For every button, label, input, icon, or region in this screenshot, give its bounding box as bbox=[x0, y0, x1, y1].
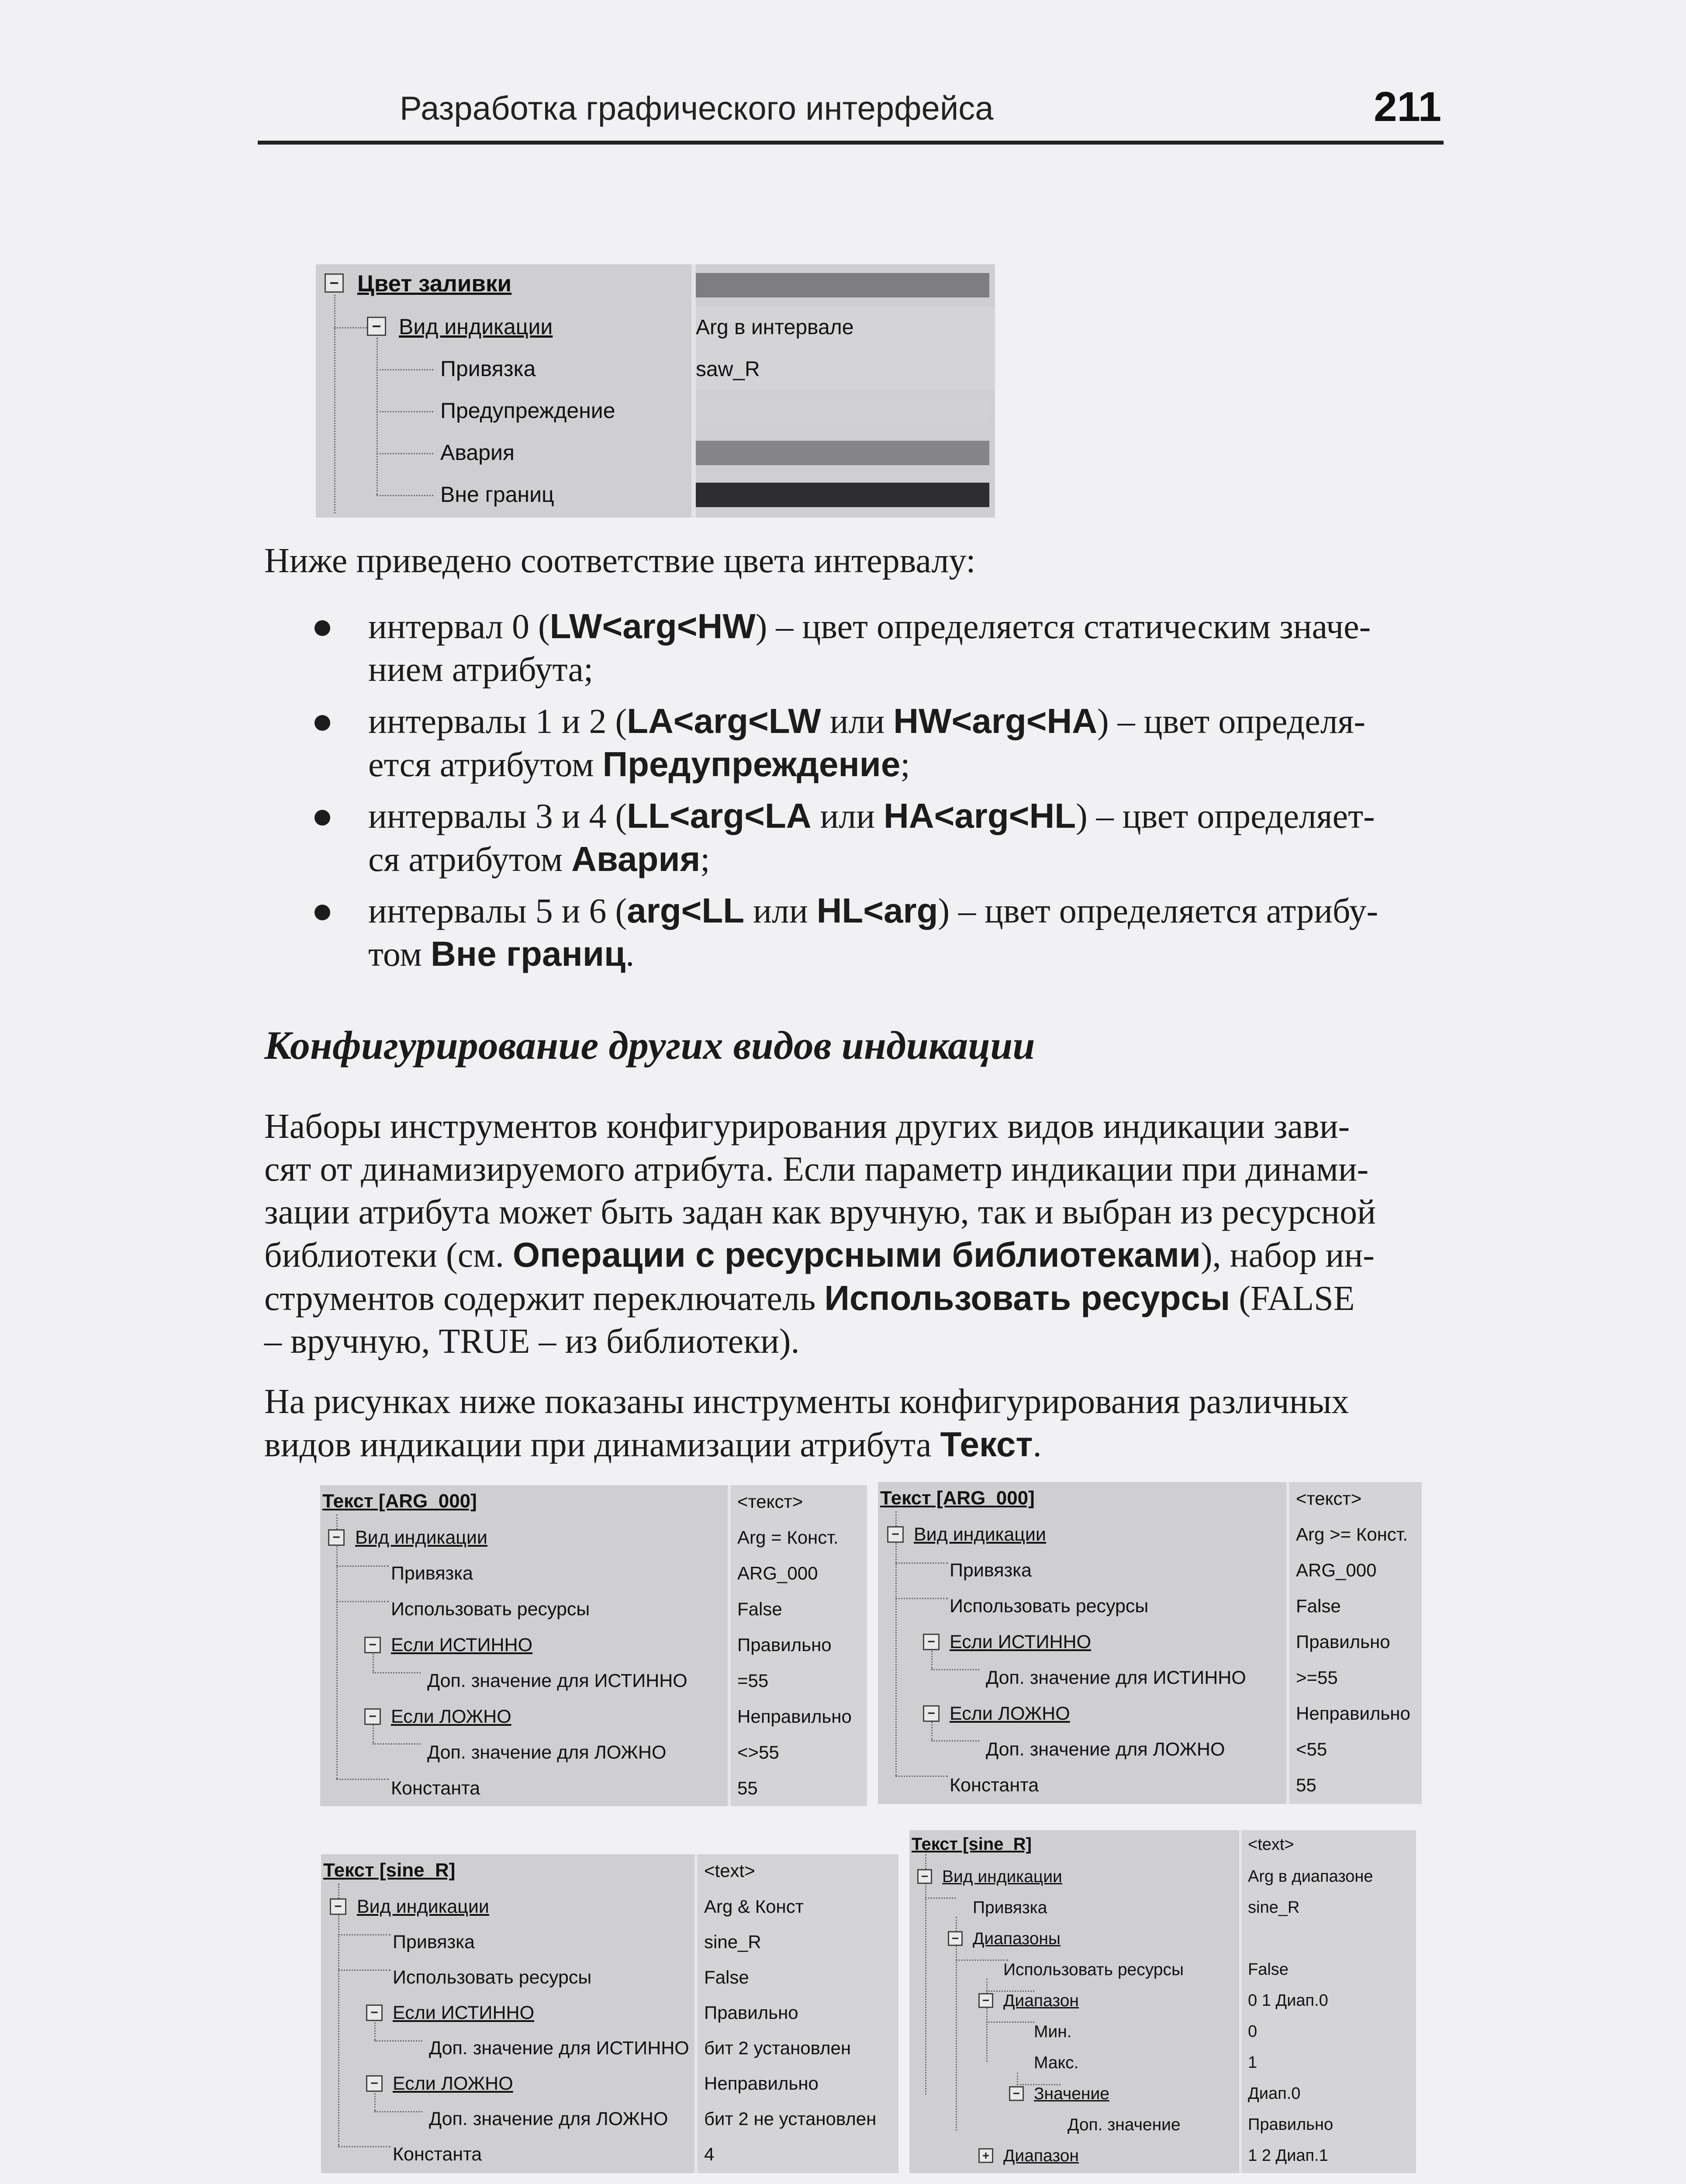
text-indication-grid-ranges bbox=[909, 1830, 1416, 2173]
attribute-name: Предупреждение bbox=[602, 745, 901, 784]
grid-row-extra-value[interactable]: Доп. значение Правильно bbox=[1068, 2115, 1334, 2134]
grid-row-title[interactable] bbox=[321, 1854, 898, 1889]
switch-name: Использовать ресурсы bbox=[824, 1279, 1230, 1317]
bullet-item-3: интервалы 5 и 6 (arg<LL или HL<arg) – цвет определяется атрибу- том Вне границ. bbox=[368, 891, 1379, 974]
grid-title: Текст [ARG_000] bbox=[322, 1490, 477, 1512]
paragraph-resources: Наборы инструментов конфигурирования других видов индикации зави- сят от динамизируемого атрибута. Если параметр индикации при динами- зации атрибута может быть задан как вручную, так и выбран из ресурсной библиотеки (см. Операции с ресурсными библиотеками), набор ин- струментов содержит переключатель Использовать ресурсы (FALSE – вручную, TRUE – из библиотеки). bbox=[264, 1107, 1376, 1361]
grid-row-ranges[interactable]: − Диапазоны bbox=[909, 1923, 1416, 1954]
collapse-toggle-icon[interactable]: − bbox=[330, 1898, 346, 1915]
grid-row-binding[interactable]: Привязка ARG_000 bbox=[950, 1560, 1377, 1581]
grid-label-binding: Привязка bbox=[440, 356, 536, 381]
collapse-toggle-icon[interactable]: − bbox=[364, 1708, 381, 1725]
column-separator bbox=[691, 264, 696, 518]
grid-label-alarm: Авария bbox=[440, 440, 515, 465]
grid-row-extra-false[interactable]: Доп. значение для ЛОЖНО <>55 bbox=[427, 1742, 779, 1763]
grid-row-max[interactable]: Макс. 1 bbox=[1034, 2053, 1258, 2072]
grid-row-binding[interactable]: Привязка ARG_000 bbox=[391, 1563, 818, 1584]
grid-row-extra-false[interactable]: Доп. значение для ЛОЖНО <55 bbox=[986, 1739, 1327, 1760]
bullet-item-2: интервалы 3 и 4 (LL<arg<LA или HA<arg<HL) – цвет определяет- ся атрибутом Авария; bbox=[368, 796, 1375, 879]
grid-row-range-0[interactable]: − Диапазон 0 1 Диап.0 bbox=[909, 1985, 1416, 2016]
grid-row-use-resources[interactable]: Использовать ресурсы False bbox=[393, 1967, 749, 1988]
tree-line bbox=[377, 453, 433, 454]
bullet bbox=[314, 905, 330, 920]
expand-toggle-icon[interactable]: + bbox=[978, 2148, 993, 2163]
grid-row-binding[interactable]: Привязка sine_R bbox=[393, 1932, 761, 1952]
grid-row-use-resources[interactable]: Использовать ресурсы False bbox=[391, 1599, 782, 1620]
text-indication-grid-equal bbox=[320, 1485, 867, 1806]
grid-row-extra-true[interactable]: Доп. значение для ИСТИННО >=55 bbox=[986, 1667, 1338, 1688]
collapse-toggle-icon[interactable]: − bbox=[325, 273, 344, 293]
collapse-toggle-icon[interactable]: − bbox=[328, 1529, 345, 1546]
grid-row-binding[interactable]: Привязка sine_R bbox=[973, 1898, 1300, 1917]
collapse-toggle-icon[interactable]: − bbox=[366, 2075, 383, 2092]
grid-row-min[interactable]: Мин. 0 bbox=[1034, 2022, 1258, 2041]
grid-row-if-true[interactable]: − Если ИСТИННО Правильно bbox=[320, 1628, 867, 1663]
grid-title-value[interactable]: <text> bbox=[1248, 1835, 1294, 1854]
bullet-item-1: интервалы 1 и 2 (LA<arg<LW или HW<arg<HA) – цвет определя- ется атрибутом Предупреждение; bbox=[368, 702, 1366, 784]
page-number: 211 bbox=[1374, 83, 1441, 130]
interval-condition: LL<arg<LA bbox=[627, 796, 812, 835]
collapse-toggle-icon[interactable]: − bbox=[364, 1637, 381, 1653]
attribute-name: Текст bbox=[940, 1425, 1033, 1464]
attribute-name: Авария bbox=[571, 840, 701, 878]
running-title: Разработка графического интерфейса bbox=[400, 90, 994, 127]
grid-row-if-false[interactable]: − Если ЛОЖНО Неправильно bbox=[321, 2066, 898, 2101]
collapse-toggle-icon[interactable]: − bbox=[887, 1526, 904, 1543]
grid-row-if-false[interactable]: − Если ЛОЖНО Неправильно bbox=[878, 1696, 1422, 1732]
grid-row-indication-mode[interactable]: − Вид индикации Arg >= Конст. bbox=[878, 1517, 1422, 1553]
header-rule bbox=[258, 141, 1444, 145]
interval-condition: LA<arg<LW bbox=[627, 702, 821, 740]
out-of-range-color-swatch[interactable] bbox=[696, 483, 989, 507]
text-indication-grid-greater-equal bbox=[878, 1482, 1422, 1804]
grid-value-binding[interactable]: saw_R bbox=[691, 348, 995, 390]
grid-label-indication-mode: Вид индикации bbox=[399, 314, 553, 339]
grid-row-title[interactable] bbox=[320, 1485, 867, 1520]
tree-line bbox=[334, 327, 367, 328]
grid-row-indication-mode[interactable]: − Вид индикации Arg в диапазоне bbox=[909, 1861, 1416, 1892]
bullet-item-0: интервал 0 (LW<arg<HW) – цвет определяется статическим значе- нием атрибута; bbox=[368, 607, 1371, 689]
grid-row-extra-false[interactable]: Доп. значение для ЛОЖНО бит 2 не установлен bbox=[429, 2108, 877, 2129]
collapse-toggle-icon[interactable]: − bbox=[366, 2004, 383, 2021]
grid-row-indication-mode[interactable] bbox=[316, 306, 995, 348]
section-reference: Операции с ресурсными библиотеками bbox=[512, 1235, 1201, 1274]
grid-row-title[interactable] bbox=[878, 1482, 1422, 1517]
interval-condition: HW<arg<HA bbox=[893, 702, 1097, 740]
grid-row-title[interactable] bbox=[909, 1830, 1416, 1861]
grid-value-indication-mode[interactable]: Arg в интервале bbox=[691, 306, 995, 348]
grid-title: Текст [sine_R] bbox=[912, 1835, 1032, 1854]
grid-title-value[interactable]: <text> bbox=[704, 1860, 755, 1881]
grid-row-range-1[interactable]: + Диапазон 1 2 Диап.1 bbox=[909, 2140, 1416, 2173]
interval-condition: HL<arg bbox=[816, 891, 938, 930]
collapse-toggle-icon[interactable]: − bbox=[367, 317, 386, 336]
grid-label-warning: Предупреждение bbox=[440, 398, 615, 423]
paragraph-figures-intro: На рисунках ниже показаны инструменты конфигурирования различных видов индикации при динамизации атрибута Текст. bbox=[264, 1382, 1349, 1464]
grid-row-if-false[interactable]: − Если ЛОЖНО Неправильно bbox=[320, 1699, 867, 1735]
grid-row-extra-true[interactable]: Доп. значение для ИСТИННО =55 bbox=[427, 1670, 769, 1691]
attribute-name: Вне границ bbox=[431, 934, 626, 973]
grid-row-use-resources[interactable]: Использовать ресурсы False bbox=[950, 1596, 1341, 1617]
grid-row-constant[interactable]: Константа 55 bbox=[391, 1778, 758, 1799]
grid-row-if-true[interactable]: − Если ИСТИННО Правильно bbox=[878, 1624, 1422, 1660]
tree-line bbox=[377, 338, 378, 495]
interval-condition: arg<LL bbox=[627, 891, 745, 930]
collapse-toggle-icon[interactable]: − bbox=[978, 1993, 993, 2008]
bullet bbox=[314, 810, 330, 826]
collapse-toggle-icon[interactable]: − bbox=[1009, 2086, 1024, 2101]
collapse-toggle-icon[interactable]: − bbox=[923, 1634, 940, 1650]
bullet bbox=[314, 620, 330, 636]
alarm-color-swatch[interactable] bbox=[696, 441, 989, 465]
grid-title-value[interactable]: <текст> bbox=[737, 1491, 803, 1512]
grid-label-fill-color: Цвет заливки bbox=[357, 271, 512, 297]
grid-label-out-of-range: Вне границ bbox=[440, 482, 554, 507]
grid-row-indication-mode[interactable]: − Вид индикации Arg & Конст bbox=[321, 1889, 898, 1925]
collapse-toggle-icon[interactable]: − bbox=[917, 1869, 932, 1884]
collapse-toggle-icon[interactable]: − bbox=[923, 1705, 940, 1722]
grid-row-fill-color[interactable] bbox=[316, 264, 995, 306]
grid-title-value[interactable]: <текст> bbox=[1296, 1488, 1362, 1509]
interval-condition: HA<arg<HL bbox=[884, 796, 1076, 835]
grid-title: Текст [ARG_000] bbox=[880, 1487, 1035, 1509]
tree-line bbox=[377, 495, 433, 496]
warning-color-swatch[interactable] bbox=[696, 399, 989, 423]
fill-color-property-grid bbox=[316, 264, 995, 518]
text-indication-grid-bitmask bbox=[321, 1854, 898, 2173]
grid-row-indication-mode[interactable]: − Вид индикации Arg = Конст. bbox=[320, 1520, 867, 1556]
grid-row-if-true[interactable]: − Если ИСТИННО Правильно bbox=[321, 1995, 898, 2031]
tree-line bbox=[377, 369, 433, 370]
grid-row-constant[interactable]: Константа 55 bbox=[950, 1775, 1316, 1796]
collapse-toggle-icon[interactable]: − bbox=[948, 1931, 963, 1946]
fill-color-swatch[interactable] bbox=[696, 273, 989, 297]
tree-line bbox=[377, 411, 433, 412]
section-heading: Конфигурирование других видов индикации bbox=[264, 1023, 1035, 1068]
bullet bbox=[314, 715, 330, 731]
grid-title: Текст [sine_R] bbox=[323, 1859, 456, 1881]
grid-row-use-resources[interactable]: Использовать ресурсы False bbox=[1003, 1960, 1289, 1979]
grid-row-extra-true[interactable]: Доп. значение для ИСТИННО бит 2 установлен bbox=[429, 2038, 851, 2059]
interval-condition: LW<arg<HW bbox=[549, 607, 756, 646]
grid-row-value[interactable]: − Значение Диап.0 bbox=[909, 2078, 1416, 2109]
intro-text: Ниже приведено соответствие цвета интервалу: bbox=[264, 542, 976, 580]
grid-row-constant[interactable]: Константа 4 bbox=[393, 2144, 715, 2165]
